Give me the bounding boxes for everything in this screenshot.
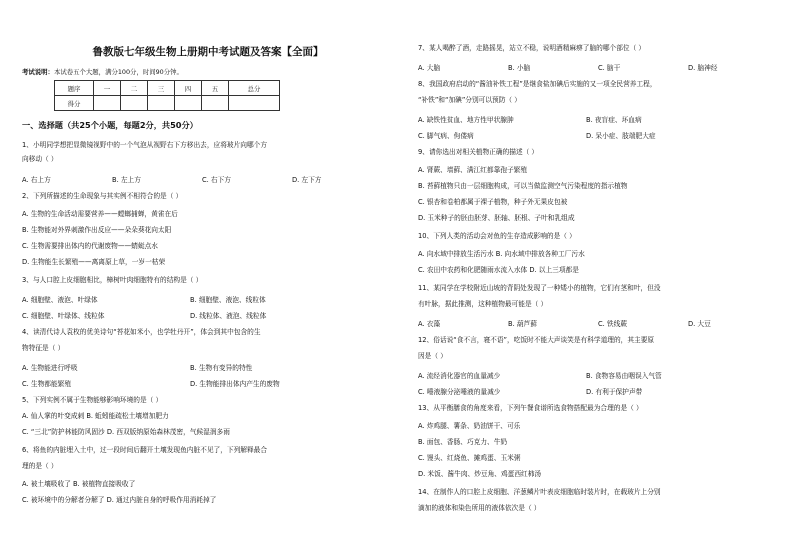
question-3-options-2 (22, 310, 394, 320)
option: B. 生物有变异的特性 (190, 364, 253, 372)
question-12-options-2 (418, 386, 790, 396)
question-4-options-1 (22, 362, 394, 372)
exam-note-text: 本试卷五个大题，满分100分，时间90分钟。 (53, 68, 183, 76)
question-7-options (418, 62, 790, 72)
option: D. 米饭、酱牛肉、炒豆角、鸡蛋西红柿汤 (418, 470, 542, 478)
question-4-options-2 (22, 378, 394, 388)
question-7: 7、某人喝醉了酒，走路摇晃，站立不稳，说明酒精麻痹了脑的哪个部位（ ） (418, 44, 646, 52)
option: D. 有利于保护声带 (586, 388, 643, 396)
question-11-cont: 有叶脉，据此推测，这种植物最可能是（ ） (418, 300, 548, 308)
question-13: 13、从平衡膳食的角度来看，下列午餐食谱所选食物搭配最为合理的是（ ） (418, 404, 643, 412)
option: D. 大豆 (688, 320, 711, 328)
score-header: 四 (175, 81, 202, 96)
option: A. 生物能进行呼吸 (22, 364, 78, 372)
option: B. 细胞壁、液泡、线粒体 (190, 296, 266, 304)
question-11-options (418, 318, 790, 328)
option: D. 左下方 (292, 176, 322, 184)
option: C. “三北”防护林能防风固沙 D. 西双版纳原始森林茂密，气候湿润多雨 (22, 428, 230, 436)
option: A. 仙人掌的叶变成刺 B. 蚯蚓能疏松土壤增加肥力 (22, 412, 169, 420)
question-14: 14、在制作人的口腔上皮细胞、洋葱鳞片叶表皮细胞临时装片时，在载玻片上分别 (418, 488, 661, 496)
score-table (54, 80, 280, 111)
question-8: 8、我国政府启动的“酱油补铁工程”是继食盐加碘后实施的又一项全民营养工程， (418, 80, 657, 88)
option: D. 呆小症、肢端肥大症 (586, 132, 656, 140)
option: D. 生物能生长繁殖——离离原上草，一岁一枯荣 (22, 258, 166, 266)
score-header: 总分 (229, 81, 280, 96)
question-1-options (22, 174, 394, 184)
exam-note-label: 考试说明： (22, 68, 54, 76)
question-12-cont: 因是（ ） (418, 352, 447, 360)
question-11: 11、某同学在学校附近山坡的背阴处发现了一种矮小的植物，它们有茎和叶，但没 (418, 284, 661, 292)
score-row-label: 得分 (55, 96, 94, 111)
question-1-cont: 向移动（ ） (22, 155, 58, 163)
option: B. 夜盲症、坏血病 (586, 116, 642, 124)
section-heading: 一、选择题（共25个小题，每题2分，共50分） (22, 120, 198, 130)
option: C. 铁线蕨 (598, 320, 627, 328)
question-3: 3、与人口腔上皮细胞相比，樟树叶肉细胞特有的结构是（ ） (22, 276, 203, 284)
exam-title: 鲁教版七年级生物上册期中考试题及答案【全面】 (92, 46, 324, 58)
question-8-options-1 (418, 114, 790, 124)
option: A. 大脑 (418, 64, 441, 72)
exam-note (22, 67, 183, 76)
question-4-cont: 物特征是（ ） (22, 344, 65, 352)
option: C. 脚气病、佝偻病 (418, 132, 474, 140)
option: B. 面包、香肠、巧克力、牛奶 (418, 438, 508, 446)
option: A. 生物的生命活动需要营养——螳螂捕蝉，黄雀在后 (22, 210, 178, 218)
option: B. 葫芦藓 (508, 320, 537, 328)
score-cell[interactable] (175, 96, 202, 111)
option: B. 小脑 (508, 64, 531, 72)
score-cell[interactable] (94, 96, 121, 111)
score-cell[interactable] (202, 96, 229, 111)
option: D. 线粒体、液泡、线粒体 (190, 312, 267, 320)
question-9: 9、请你选出对相关植物正确的描述（ ） (418, 148, 539, 156)
option: A. 右上方 (22, 176, 51, 184)
option: C. 农田中农药和化肥随雨水流入水体 D. 以上三项都是 (418, 266, 579, 274)
option: C. 细胞壁、叶绿体、线粒体 (22, 312, 105, 320)
score-cell[interactable] (229, 96, 280, 111)
option: C. 脑干 (598, 64, 621, 72)
question-8-options-2 (418, 130, 790, 140)
score-header: 题序 (55, 81, 94, 96)
option: A. 细胞壁、液泡、叶绿体 (22, 296, 98, 304)
option: A. 炸鸡腿、薯条、奶油饼干、可乐 (418, 422, 521, 430)
option: C. 右下方 (202, 176, 231, 184)
option: A. 肾蕨、墙藓、满江红都靠孢子繁殖 (418, 166, 528, 174)
question-6-cont: 理的是（ ） (22, 462, 58, 470)
score-cell[interactable] (121, 96, 148, 111)
question-10: 10、下列人类的活动会对鱼的生存造成影响的是（ ） (418, 232, 576, 240)
question-12-options-1 (418, 370, 790, 380)
question-6: 6、将鱼的内脏埋入土中，过一段时间后翻开土壤发现鱼内脏不见了，下列解释最合 (22, 446, 268, 454)
option: C. 生物都能繁殖 (22, 380, 72, 388)
score-header: 一 (94, 81, 121, 96)
score-cell[interactable] (148, 96, 175, 111)
option: A. 向水域中排放生活污水 B. 向水域中排放各种工厂污水 (418, 250, 585, 258)
question-14-cont: 滴加的液体和染色所用的液体依次是（ ） (418, 504, 541, 512)
option: B. 食物容易由咽误入气管 (586, 372, 662, 380)
option: A. 被土壤吸收了 B. 被植物直接吸收了 (22, 480, 136, 488)
option: C. 生物需要排出体内的代谢废物——蜻蜓点水 (22, 242, 158, 250)
option: C. 银杏和卷柏都属于裸子植物，种子外无果皮包被 (418, 198, 568, 206)
question-5: 5、下列实例不属于生物能够影响环境的是（ ） (22, 396, 163, 404)
question-2: 2、下列所描述的生命现象与其实例不相符合的是（ ） (22, 192, 183, 200)
question-12: 12、俗话说“食不言，寝不语”，吃饭时不能大声谈笑是有科学道理的，其主要原 (418, 336, 655, 344)
question-4: 4、读清代诗人袁枚的优美诗句“苔花如米小，也学牡丹开”，体会到其中包含的生 (22, 328, 261, 336)
score-table-score-row (55, 96, 280, 111)
option: C. 唾液腺分泌唾液的量减少 (418, 388, 501, 396)
question-3-options-1 (22, 294, 394, 304)
option: C. 馒头、红烧鱼、摊鸡蛋、玉米粥 (418, 454, 521, 462)
score-header: 二 (121, 81, 148, 96)
option: B. 生物能对外界刺激作出反应——朵朵葵花向太阳 (22, 226, 172, 234)
option: B. 苔藓植物只由一层细胞构成，可以当做监测空气污染程度的指示植物 (418, 182, 628, 190)
score-header: 三 (148, 81, 175, 96)
option: D. 玉米种子的胚由胚芽、胚轴、胚根、子叶和乳组成 (418, 214, 575, 222)
option: A. 衣藻 (418, 320, 441, 328)
question-8-cont: “补铁”和“加碘”分别可以预防（ ） (418, 96, 521, 104)
option: C. 被环境中的分解者分解了 D. 通过内脏自身的呼吸作用消耗掉了 (22, 496, 217, 504)
score-table-header-row (55, 81, 280, 96)
option: A. 流经消化器官的血量减少 (418, 372, 501, 380)
score-header: 五 (202, 81, 229, 96)
option: D. 生物能排出体内产生的废物 (190, 380, 280, 388)
question-1: 1、小明同学想把显微镜视野中的一个气泡从视野右下方移出去，应将玻片向哪个方 (22, 141, 268, 149)
option: A. 缺铁性贫血、地方性甲状腺肿 (418, 116, 514, 124)
option: D. 脑神经 (688, 64, 718, 72)
option: B. 左上方 (112, 176, 141, 184)
